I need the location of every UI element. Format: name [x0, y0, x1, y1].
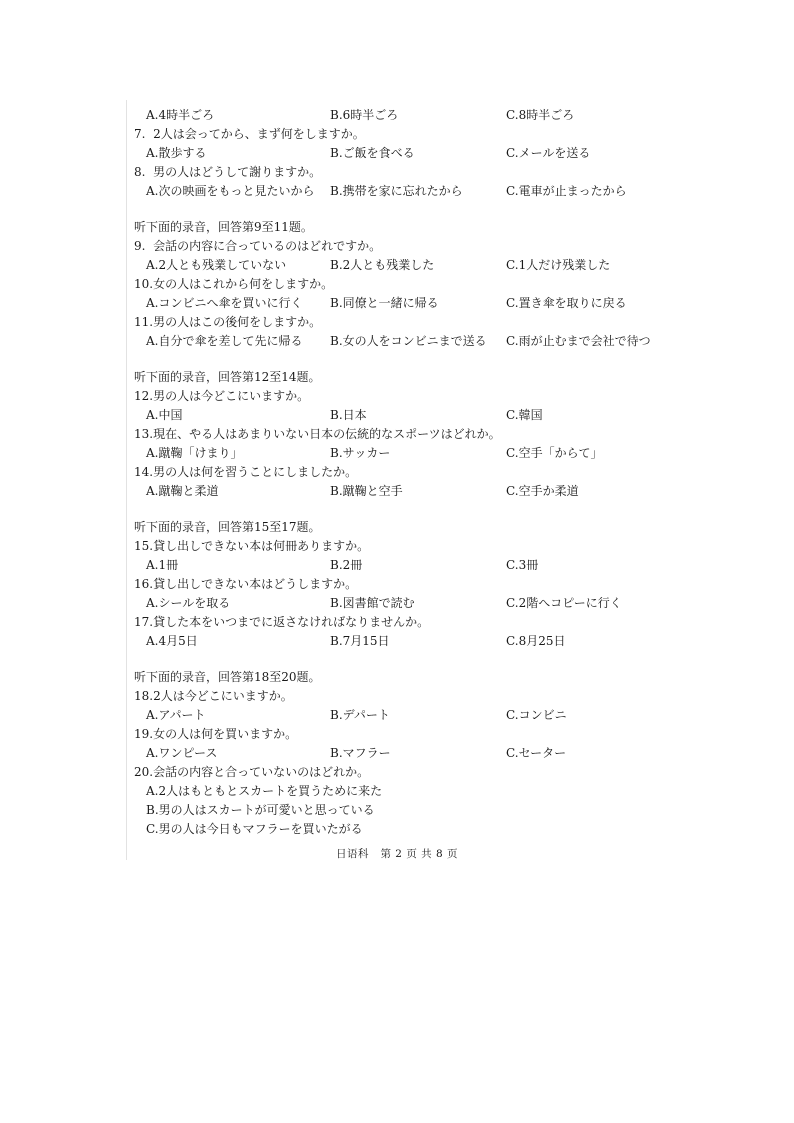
- q16-stem: [134, 575, 674, 594]
- q15-stem: [134, 537, 674, 556]
- q15-option-b: B.2冊: [330, 558, 363, 572]
- q13-text: 現在、やる人はあまりいない日本の伝統的なスポーツはどれか。: [153, 427, 501, 441]
- q8-number: 8.: [134, 165, 146, 179]
- q18-option-b: B.デパート: [330, 708, 390, 722]
- q18-number: 18.: [134, 689, 154, 703]
- q7-option-a: A.散歩する: [146, 146, 207, 160]
- q12-option-c: C.韓国: [506, 408, 543, 422]
- q6-option-b: B.6時半ごろ: [330, 108, 399, 122]
- q9-option-a: A.2人とも残業していない: [146, 258, 287, 272]
- q15-option-c: C.3冊: [506, 558, 539, 572]
- q12-option-a: A.中国: [146, 408, 183, 422]
- q10-option-c: C.置き傘を取りに戻る: [506, 296, 627, 310]
- q8-text: 男の人はどうして謝りますか。: [153, 165, 322, 179]
- q11-option-b: B.女の人をコンビニまで送る: [330, 334, 487, 348]
- q19-options: [134, 744, 674, 763]
- q10-number: 10.: [134, 277, 154, 291]
- q10-options: [134, 294, 674, 313]
- q14-option-a: A.蹴鞠と柔道: [146, 484, 219, 498]
- q6-option-c: C.8時半ごろ: [506, 108, 575, 122]
- section-1: [134, 106, 674, 201]
- q19-option-a: A.ワンピース: [146, 746, 218, 760]
- q16-option-c: C.2階へコピーに行く: [506, 596, 622, 610]
- q9-option-c: C.1人だけ残業した: [506, 258, 611, 272]
- q17-text: 貸した本をいつまでに返さなければなりませんか。: [153, 615, 430, 629]
- footer-subject: 日语科: [335, 848, 369, 860]
- q17-number: 17.: [134, 615, 154, 629]
- section-3: [134, 368, 674, 501]
- q9-number: 9.: [134, 239, 146, 253]
- q8-option-a: A.次の映画をもっと見たいから: [146, 184, 315, 198]
- exam-content: [134, 106, 674, 839]
- q8-option-b: B.携帯を家に忘れたから: [330, 184, 463, 198]
- q14-number: 14.: [134, 465, 154, 479]
- section-4-intro: 听下面的录音，回答第15至17题。: [134, 520, 321, 534]
- q19-number: 19.: [134, 727, 154, 741]
- q19-stem: [134, 725, 674, 744]
- q7-option-c: C.メールを送る: [506, 146, 591, 160]
- q11-options: [134, 332, 674, 351]
- section-5-intro: 听下面的录音，回答第18至20题。: [134, 670, 321, 684]
- q14-stem: [134, 463, 674, 482]
- q20-option-b: B.男の人はスカートが可愛いと思っている: [146, 803, 375, 817]
- q6-options: [134, 106, 674, 125]
- q16-option-a: A.シールを取る: [146, 596, 231, 610]
- q14-option-c: C.空手か柔道: [506, 484, 579, 498]
- q20-number: 20.: [134, 765, 154, 779]
- q20-text: 会話の内容と合っていないのはどれか。: [153, 765, 370, 779]
- q14-text: 男の人は何を習うことにしましたか。: [153, 465, 358, 479]
- q7-number: 7.: [134, 127, 146, 141]
- q11-number: 11.: [134, 315, 154, 329]
- q15-text: 貸し出しできない本は何冊ありますか。: [153, 539, 370, 553]
- q12-number: 12.: [134, 389, 154, 403]
- q11-text: 男の人はこの後何をしますか。: [153, 315, 322, 329]
- q10-option-b: B.同僚と一緒に帰る: [330, 296, 439, 310]
- section-4: [134, 518, 674, 651]
- q8-option-c: C.電車が止まったから: [506, 184, 627, 198]
- q17-option-a: A.4月5日: [146, 634, 198, 648]
- q9-option-b: B.2人とも残業した: [330, 258, 435, 272]
- q13-options: [134, 444, 674, 463]
- section-3-intro: 听下面的录音，回答第12至14题。: [134, 370, 321, 384]
- q15-option-a: A.1冊: [146, 558, 179, 572]
- q19-option-b: B.マフラー: [330, 746, 391, 760]
- q12-text: 男の人は今どこにいますか。: [153, 389, 310, 403]
- q9-text: 会話の内容に合っているのはどれですか。: [153, 239, 382, 253]
- q11-option-c: C.雨が止むまで会社で待つ: [506, 334, 651, 348]
- q8-options: [134, 182, 674, 201]
- q15-options: [134, 556, 674, 575]
- q20-option-a: A.2人はもともとスカートを買うために来た: [146, 784, 383, 798]
- q16-number: 16.: [134, 577, 154, 591]
- page-footer: [0, 846, 794, 861]
- q10-text: 女の人はこれから何をしますか。: [153, 277, 334, 291]
- q15-number: 15.: [134, 539, 154, 553]
- q16-text: 貸し出しできない本はどうしますか。: [153, 577, 358, 591]
- q7-options: [134, 144, 674, 163]
- q17-option-c: C.8月25日: [506, 634, 566, 648]
- q14-options: [134, 482, 674, 501]
- q13-option-b: B.サッカー: [330, 446, 391, 460]
- scan-edge-line: [126, 100, 127, 860]
- q16-option-b: B.図書館で読む: [330, 596, 415, 610]
- section-2: [134, 218, 674, 351]
- q13-option-c: C.空手「からて」: [506, 446, 603, 460]
- footer-page-info: 第 2 页 共 8 页: [380, 848, 459, 860]
- section-2-intro: 听下面的录音，回答第9至11题。: [134, 220, 313, 234]
- q10-option-a: A.コンビニへ傘を買いに行く: [146, 296, 303, 310]
- q14-option-b: B.蹴鞠と空手: [330, 484, 403, 498]
- q10-stem: [134, 275, 674, 294]
- q7-text: 2人は会ってから、まず何をしますか。: [153, 127, 365, 141]
- q11-stem: [134, 313, 674, 332]
- q13-number: 13.: [134, 427, 154, 441]
- q18-option-c: C.コンビニ: [506, 708, 567, 722]
- q20-stem: [134, 763, 674, 782]
- q12-option-b: B.日本: [330, 408, 367, 422]
- q13-option-a: A.蹴鞠「けまり」: [146, 446, 243, 460]
- q16-options: [134, 594, 674, 613]
- q18-stem: [134, 687, 674, 706]
- q7-stem: [134, 125, 674, 144]
- q11-option-a: A.自分で傘を差して先に帰る: [146, 334, 303, 348]
- q17-stem: [134, 613, 674, 632]
- q7-option-b: B.ご飯を食べる: [330, 146, 415, 160]
- q12-options: [134, 406, 674, 425]
- section-5: [134, 668, 674, 839]
- q17-options: [134, 632, 674, 651]
- q6-option-a: A.4時半ごろ: [146, 108, 215, 122]
- q18-option-a: A.アパート: [146, 708, 206, 722]
- q12-stem: [134, 387, 674, 406]
- q20-option-c: C.男の人は今日もマフラーを買いたがる: [146, 822, 363, 836]
- q9-options: [134, 256, 674, 275]
- q9-stem: [134, 237, 674, 256]
- q18-options: [134, 706, 674, 725]
- q17-option-b: B.7月15日: [330, 634, 390, 648]
- q8-stem: [134, 163, 674, 182]
- q13-stem: [134, 425, 674, 444]
- q19-option-c: C.セーター: [506, 746, 567, 760]
- q18-text: 2人は今どこにいますか。: [153, 689, 293, 703]
- q19-text: 女の人は何を買いますか。: [153, 727, 298, 741]
